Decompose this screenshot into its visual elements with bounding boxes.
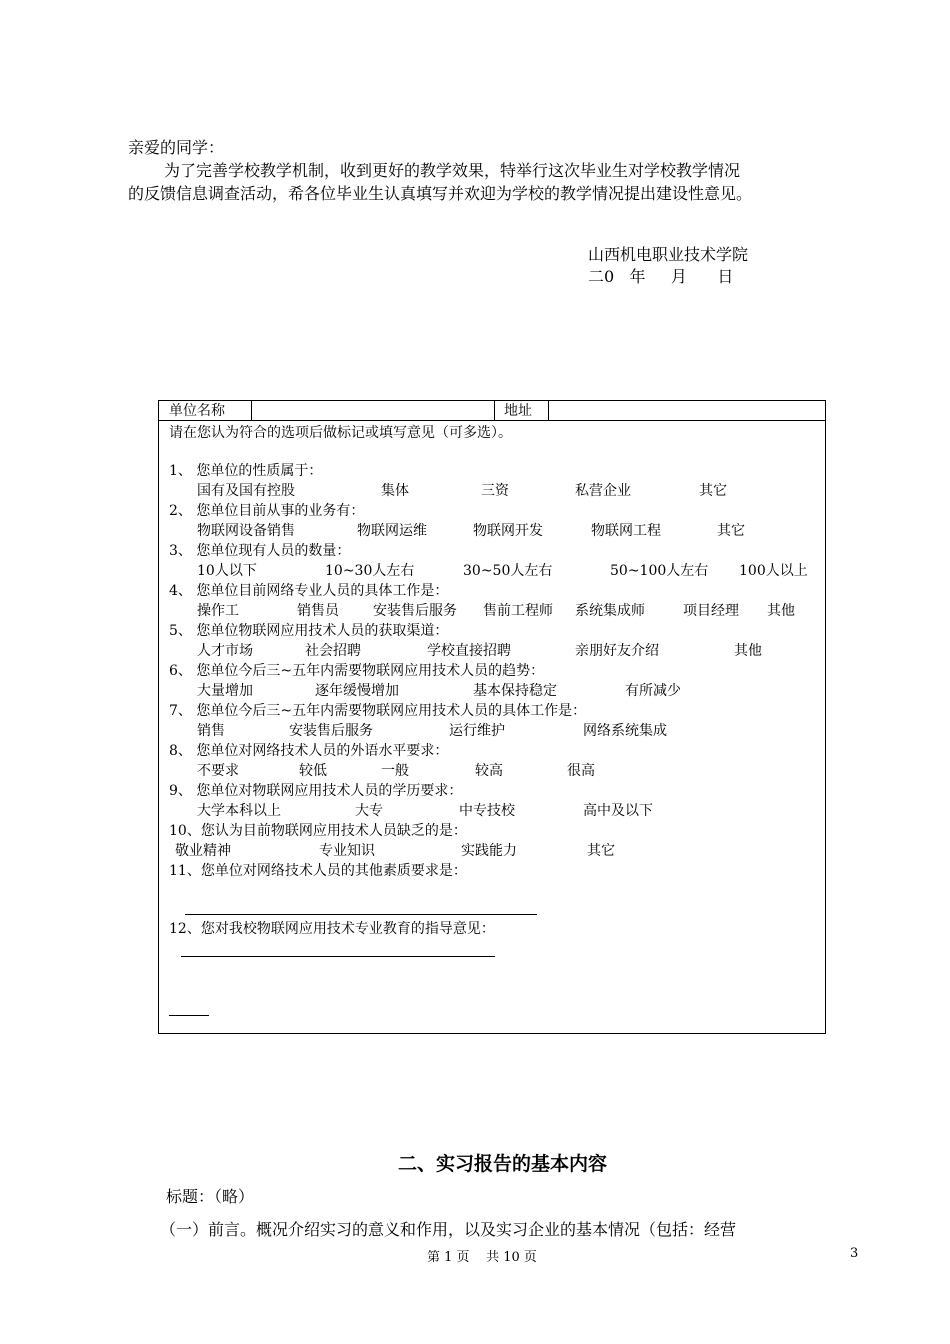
question-9-options [159,801,827,821]
question-11: 11、您单位对网络技术人员的其他素质要求是： [169,863,467,879]
option[interactable]: 有所减少 [625,683,681,699]
option[interactable]: 安装售后服务 [289,723,373,739]
option[interactable]: 基本保持稳定 [473,683,557,699]
option[interactable]: 社会招聘 [305,643,361,659]
question-7: 7、 您单位今后三~五年内需要物联网应用技术人员的具体工作是： [169,703,587,719]
question-3: 3、 您单位现有人员的数量： [169,543,351,559]
option[interactable]: 10人以下 [197,563,257,579]
option[interactable]: 30~50人左右 [463,563,553,579]
option[interactable]: 私营企业 [575,483,631,499]
option[interactable]: 很高 [567,763,595,779]
question-10: 10、您认为目前物联网应用技术人员缺乏的是： [169,823,467,839]
option[interactable]: 国有及国有控股 [197,483,295,499]
question-4-options [159,601,827,621]
option[interactable]: 物联网开发 [473,523,543,539]
page-info: 第 1 页 共 10 页 [427,1250,537,1265]
page-number: 3 [850,1246,859,1261]
question-10-options [159,841,827,861]
address-field[interactable] [551,402,823,419]
section-heading: 二、实习报告的基本内容 [398,1153,608,1175]
question-3-options [159,561,827,581]
question-8: 8、 您单位对网络技术人员的外语水平要求： [169,743,449,759]
form-instruction: 请在您认为符合的选项后做标记或填写意见（可多选）。 [169,425,512,441]
option[interactable]: 操作工 [197,603,239,619]
question-8-options [159,761,827,781]
question-1: 1、 您单位的性质属于： [169,463,323,479]
question-6-options [159,681,827,701]
option[interactable]: 不要求 [197,763,239,779]
question-5: 5、 您单位物联网应用技术人员的获取渠道： [169,623,449,639]
signature-date: 二0 年 月 日 [588,267,734,286]
survey-form [158,400,826,1034]
option[interactable]: 销售员 [297,603,339,619]
option[interactable]: 实践能力 [461,843,517,859]
option[interactable]: 敬业精神 [175,843,231,859]
option[interactable]: 其它 [717,523,745,539]
option[interactable]: 高中及以下 [583,803,653,819]
unit-name-field[interactable] [253,402,491,419]
option[interactable]: 其他 [767,603,795,619]
option[interactable]: 安装售后服务 [373,603,457,619]
option[interactable]: 系统集成师 [575,603,645,619]
question-7-options [159,721,827,741]
option[interactable]: 100人以上 [739,563,808,579]
option[interactable]: 其它 [699,483,727,499]
option[interactable]: 销售 [197,723,225,739]
address-label: 地址 [504,403,532,419]
option[interactable]: 集体 [381,483,409,499]
option[interactable]: 其他 [734,643,762,659]
option[interactable]: 一般 [381,763,409,779]
option[interactable]: 售前工程师 [483,603,553,619]
answer-line-11[interactable] [185,914,537,915]
option[interactable]: 学校直接招聘 [427,643,511,659]
option[interactable]: 50~100人左右 [610,563,709,579]
letter-body-line-1: 为了完善学校教学机制，收到更好的教学效果，特举行这次毕业生对学校教学情况 [164,161,741,180]
answer-line-12[interactable] [181,956,495,957]
option[interactable]: 物联网设备销售 [197,523,295,539]
question-6: 6、 您单位今后三~五年内需要物联网应用技术人员的趋势： [169,663,545,679]
option[interactable]: 大学本科以上 [197,803,281,819]
option[interactable]: 逐年缓慢增加 [315,683,399,699]
salutation: 亲爱的同学： [128,138,225,157]
option[interactable]: 亲朋好友介绍 [575,643,659,659]
option[interactable]: 其它 [587,843,615,859]
option[interactable]: 中专技校 [459,803,515,819]
option[interactable]: 物联网工程 [591,523,661,539]
option[interactable]: 10~30人左右 [325,563,415,579]
letter-body-line-2: 的反馈信息调查活动，希各位毕业生认真填写并欢迎为学校的教学情况提出建设性意见。 [128,184,753,203]
option[interactable]: 专业知识 [319,843,375,859]
question-4: 4、 您单位目前网络专业人员的具体工作是： [169,583,449,599]
signature-org: 山西机电职业技术学院 [588,245,749,264]
option[interactable]: 较高 [475,763,503,779]
option[interactable]: 项目经理 [683,603,739,619]
preface-line: （一）前言。概况介绍实习的意义和作用，以及实习企业的基本情况（包括：经营 [160,1220,737,1239]
unit-name-label: 单位名称 [169,403,225,419]
option[interactable]: 三资 [481,483,509,499]
option[interactable]: 网络系统集成 [583,723,667,739]
answer-line-extra[interactable] [169,1015,209,1016]
option[interactable]: 大量增加 [197,683,253,699]
option[interactable]: 大专 [355,803,383,819]
option[interactable]: 运行维护 [449,723,505,739]
question-1-options [159,481,827,501]
option[interactable]: 人才市场 [197,643,253,659]
question-5-options [159,641,827,661]
option[interactable]: 物联网运维 [357,523,427,539]
question-12: 12、您对我校物联网应用技术专业教育的指导意见： [169,921,495,937]
question-2-options [159,521,827,541]
question-9: 9、 您单位对物联网应用技术人员的学历要求： [169,783,463,799]
option[interactable]: 较低 [299,763,327,779]
question-2: 2、 您单位目前从事的业务有： [169,503,365,519]
title-line: 标题：（略） [166,1187,255,1206]
